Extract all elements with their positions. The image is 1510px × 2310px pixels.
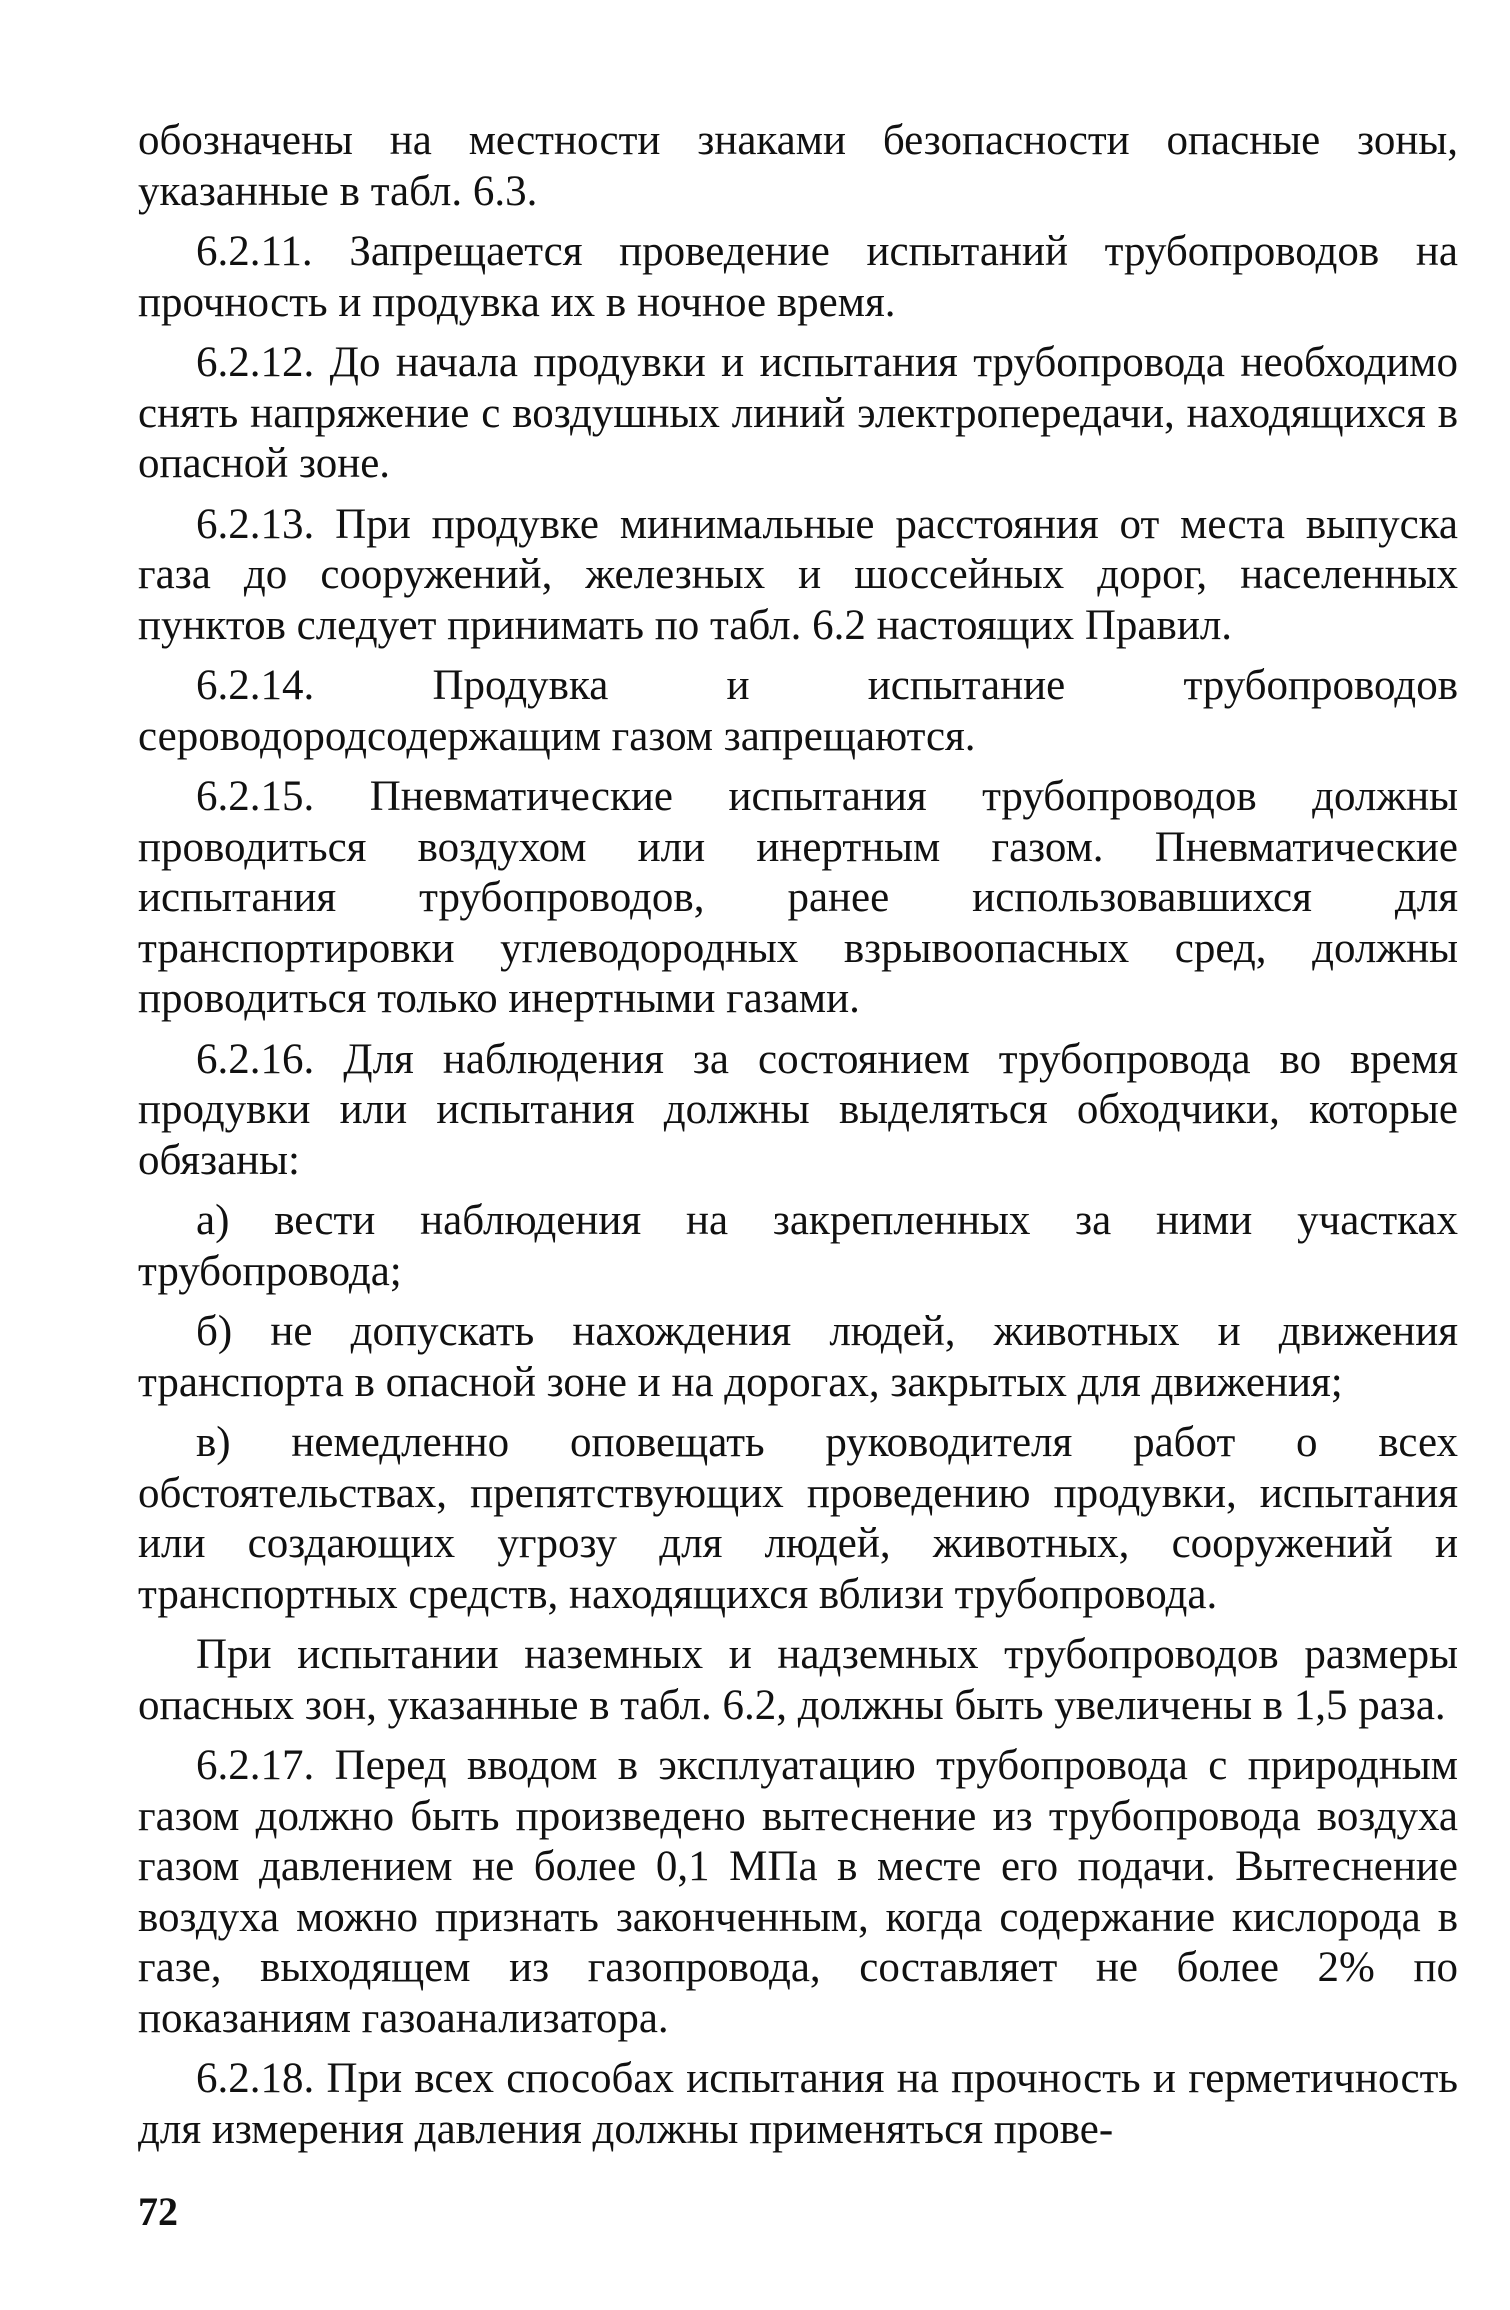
paragraph-6-2-16: 6.2.16. Для наблюдения за состоянием трубопровода во время продувки или испытания должны выделяться обходчики, которые обязаны: <box>138 1035 1458 1184</box>
paragraph-6-2-17: 6.2.17. Перед вводом в эксплуатацию трубопровода с природным газом должно быть произведено вытеснение из трубопровода воздуха газом давлением не более 0,1 МПа в месте его подачи. Вытеснение воздуха можно признать законченным, когда содержание кислорода в газе, выходящем из газопровода, составляет не более 2% по показаниям газоанализатора. <box>138 1742 1458 2042</box>
paragraph-6-2-18: 6.2.18. При всех способах испытания на прочность и герметичность для измерения давления должны применяться прове- <box>138 2055 1458 2153</box>
paragraph-6-2-15: 6.2.15. Пневматические испытания трубопроводов должны проводиться воздухом или инертным газом. Пневматические испытания трубопроводов, ранее использовавшихся для транспортировки углеводородных взрывоопасных сред, должны проводиться только инертными газами. <box>138 773 1458 1022</box>
list-item-a: а) вести наблюдения на закрепленных за ними участках трубопровода; <box>138 1197 1458 1295</box>
list-item-v: в) немедленно оповещать руководителя работ о всех обстоятельствах, препятствующих проведению продувки, испытания или создающих угрозу для людей, животных, сооружений и транспортных средств, находящихся вблизи трубопровода. <box>138 1419 1458 1618</box>
paragraph-6-2-11: 6.2.11. Запрещается проведение испытаний трубопроводов на прочность и продувка их в ночное время. <box>138 228 1458 326</box>
paragraph-6-2-14: 6.2.14. Продувка и испытание трубопроводов сероводородсодержащим газом запрещаются. <box>138 662 1458 760</box>
page-number: 72 <box>138 2189 178 2234</box>
paragraph-6-2-13: 6.2.13. При продувке минимальные расстояния от места выпуска газа до сооружений, железных и шоссейных дорог, населенных пунктов следует принимать по табл. 6.2 настоящих Правил. <box>138 500 1458 649</box>
text-body <box>138 116 1458 2165</box>
paragraph-note: При испытании наземных и надземных трубопроводов размеры опасных зон, указанные в табл. 6.2, должны быть увеличены в 1,5 раза. <box>138 1631 1458 1729</box>
paragraph-continuation: обозначены на местности знаками безопасности опасные зоны, указанные в табл. 6.3. <box>138 117 1458 215</box>
list-item-b: б) не допускать нахождения людей, животных и движения транспорта в опасной зоне и на дорогах, закрытых для движения; <box>138 1308 1458 1406</box>
paragraph-6-2-12: 6.2.12. До начала продувки и испытания трубопровода необходимо снять напряжение с воздушных линий электропередачи, находящихся в опасной зоне. <box>138 339 1458 487</box>
